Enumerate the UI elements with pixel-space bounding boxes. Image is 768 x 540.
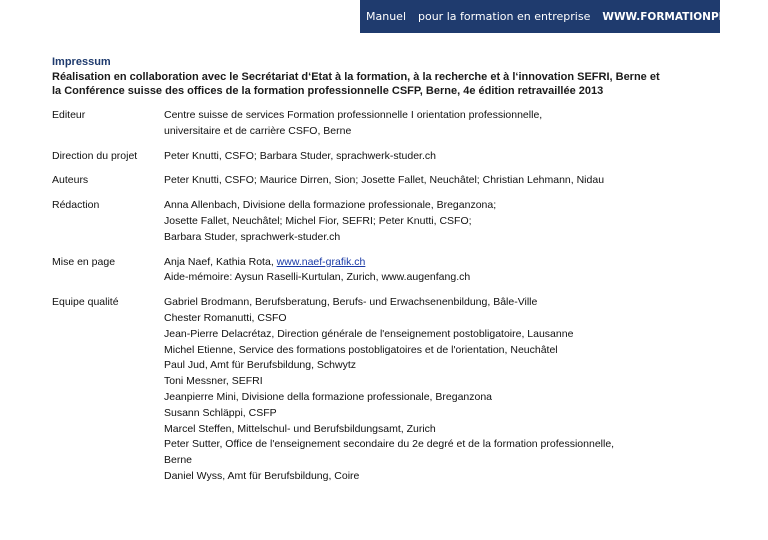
credits-list	[52, 108, 692, 494]
credit-line: Barbara Studer, sprachwerk-studer.ch	[164, 230, 341, 243]
credit-line: Josette Fallet, Neuchâtel; Michel Fior, SEFRI; Peter Knutti, CSFO;	[164, 214, 472, 227]
credit-value	[164, 108, 692, 140]
credit-line: Paul Jud, Amt für Berufsbildung, Schwytz	[164, 359, 357, 372]
impressum-heading	[52, 55, 692, 99]
credit-line: Aide-mémoire: Aysun Raselli-Kurtulan, Zurich, www.augenfang.ch	[164, 271, 471, 284]
credit-value	[164, 149, 692, 165]
credit-line: Michel Etienne, Service des formations postobligatoires et de l'orientation, Neuchâtel	[164, 343, 558, 356]
credit-row-direction	[52, 149, 692, 165]
credit-row-editeur	[52, 108, 692, 140]
credit-label: Auteurs	[52, 174, 89, 187]
credit-row-redaction	[52, 198, 692, 245]
credit-line: Peter Knutti, CSFO; Barbara Studer, sprachwerk-studer.ch	[164, 149, 436, 162]
credit-line: Berne	[164, 454, 193, 467]
credit-value	[164, 173, 692, 189]
credit-line: Jeanpierre Mini, Divisione della formazione professionale, Breganzona	[164, 390, 493, 403]
credit-line: Jean-Pierre Delacrétaz, Direction générale de l'enseignement postobligatoire, Lausanne	[164, 327, 574, 340]
header-banner	[360, 0, 762, 33]
credit-line: Centre suisse de services Formation professionnelle I orientation professionnelle,	[164, 109, 543, 121]
credit-label: Mise en page	[52, 255, 116, 268]
credit-line: Peter Knutti, CSFO; Maurice Dirren, Sion; Josette Fallet, Neuchâtel; Christian Lehmann, Nidau	[164, 174, 605, 187]
naef-grafik-link[interactable]: www.naef-grafik.ch	[276, 255, 366, 268]
credit-line: Anna Allenbach, Divisione della formazione professionale, Breganzona;	[164, 199, 497, 212]
credit-row-equipe-qualite	[52, 295, 692, 485]
credit-value	[164, 198, 692, 245]
credit-label: Editeur	[52, 109, 86, 121]
credit-line-prefix: Anja Naef, Kathia Rota,	[164, 255, 277, 268]
credit-row-mise-en-page	[52, 255, 692, 287]
credit-label: Direction du projet	[52, 149, 138, 162]
credit-label: Equipe qualité	[52, 296, 119, 309]
credit-line: Daniel Wyss, Amt für Berufsbildung, Coire	[164, 469, 360, 482]
banner-subtitle: pour la formation en entreprise	[418, 10, 591, 23]
credit-line: Chester Romanutti, CSFO	[164, 311, 287, 324]
credit-line: Marcel Steffen, Mittelschul- und Berufsbildungsamt, Zurich	[164, 422, 436, 435]
credit-line: Toni Messner, SEFRI	[164, 375, 263, 388]
credit-label: Rédaction	[52, 199, 100, 212]
credit-value	[164, 295, 692, 485]
credit-line	[164, 255, 692, 271]
credit-value	[164, 255, 692, 287]
heading-line-2: la Conférence suisse des offices de la formation professionnelle CSFP, Berne, 4e édition retravaillée 2013	[52, 85, 604, 97]
credit-line: Gabriel Brodmann, Berufsberatung, Berufs- und Erwachsenenbildung, Bâle-Ville	[164, 296, 538, 309]
page-title: Impressum	[52, 56, 111, 68]
banner-website[interactable]: WWW.FORMATIONPROF.CH	[602, 10, 762, 23]
credit-line: Peter Sutter, Office de l'enseignement secondaire du 2e degré et de la formation professionnelle,	[164, 438, 615, 451]
heading-line-1: Réalisation en collaboration avec le Secrétariat d‘Etat à la formation, à la recherche et à l‘innovation SEFRI, Berne et	[52, 70, 660, 83]
credit-row-auteurs	[52, 173, 692, 189]
banner-manual: Manuel	[366, 10, 406, 23]
credit-line: universitaire et de carrière CSFO, Berne	[164, 124, 352, 137]
credit-line: Susann Schläppi, CSFP	[164, 406, 277, 419]
